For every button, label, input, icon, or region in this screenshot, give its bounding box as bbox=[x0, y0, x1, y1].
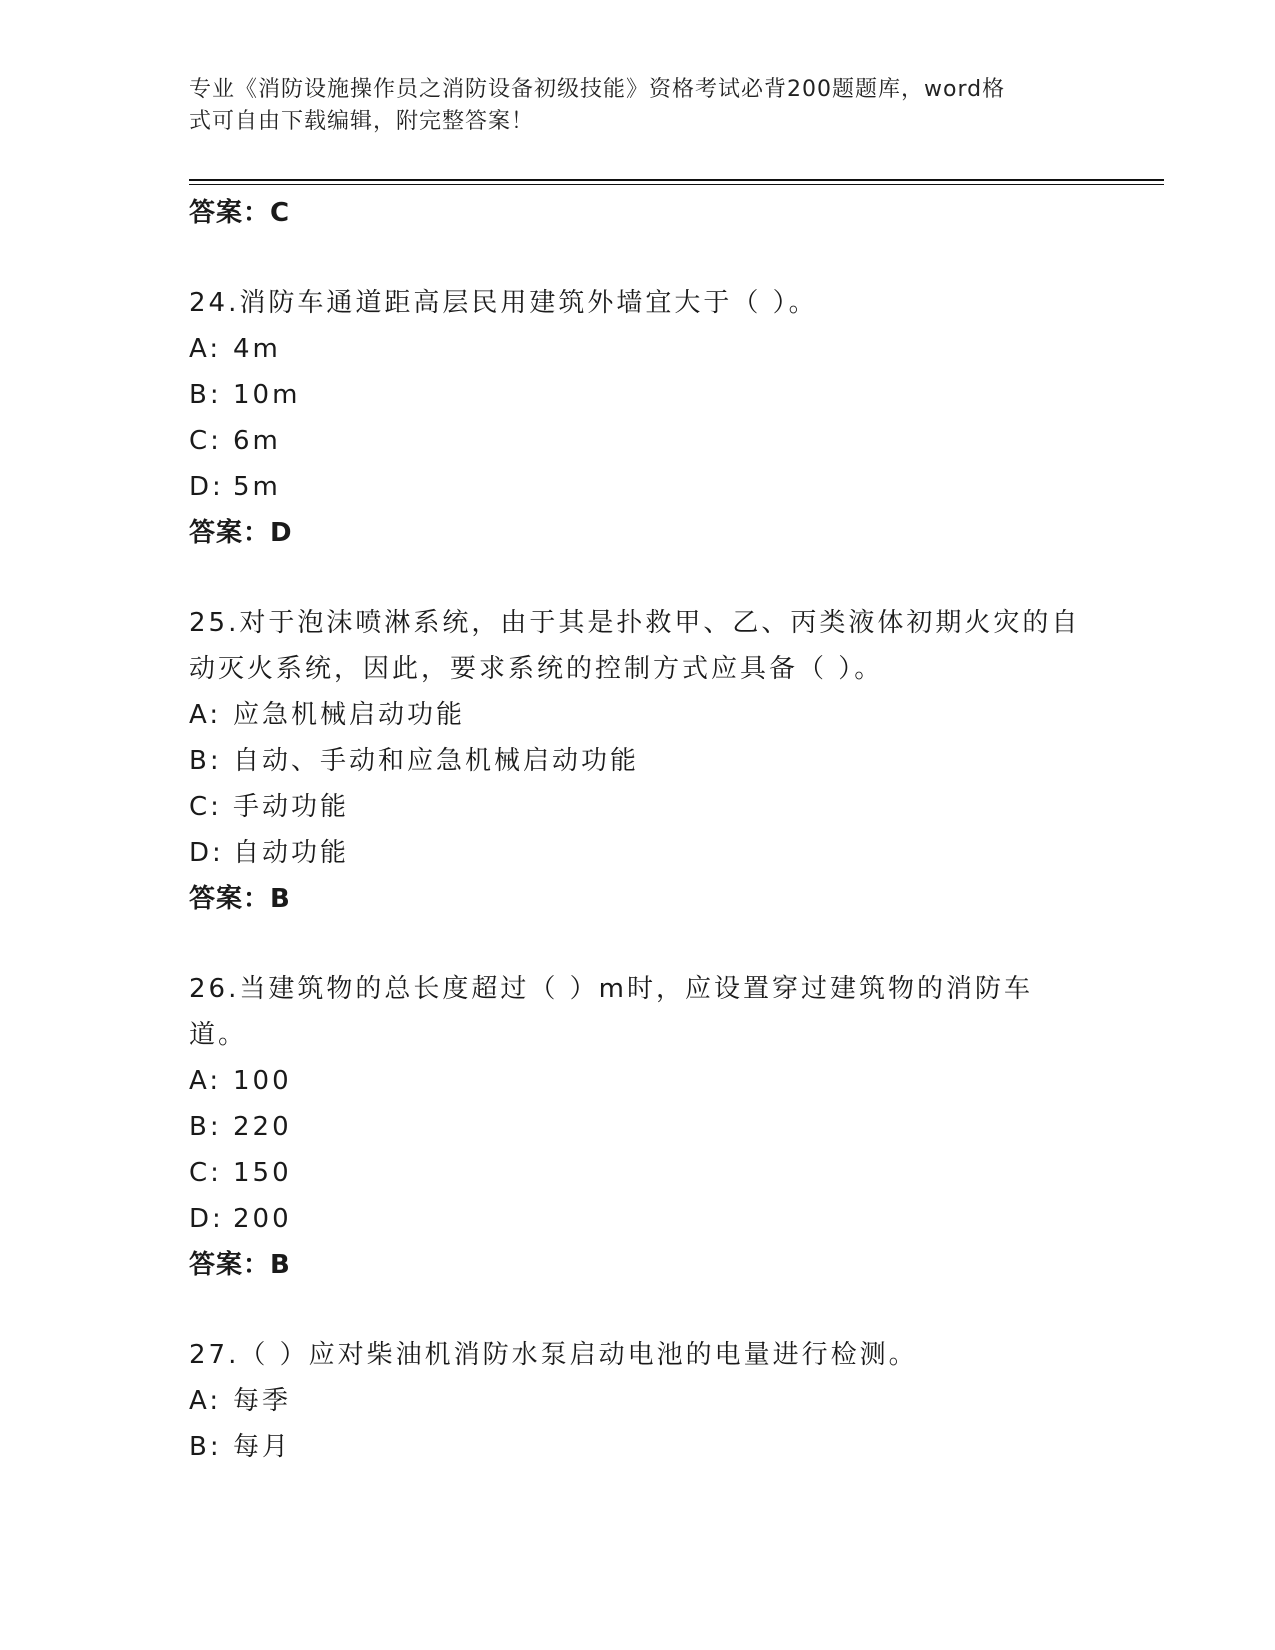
previous-answer: 答案：C bbox=[189, 198, 291, 228]
option-a bbox=[189, 1058, 1089, 1104]
option-text: 手动功能 bbox=[233, 792, 350, 822]
option-prefix: C: bbox=[189, 792, 222, 822]
option-c bbox=[189, 784, 1089, 830]
option-prefix: B: bbox=[189, 380, 222, 410]
option-c bbox=[189, 1150, 1089, 1196]
option-a bbox=[189, 692, 1089, 738]
option-text: 200 bbox=[233, 1204, 292, 1234]
option-prefix: D: bbox=[189, 472, 224, 502]
option-b bbox=[189, 738, 1089, 784]
question-text: 对于泡沫喷淋系统，由于其是扑救甲、乙、丙类液体初期火灾的自动灭火系统，因此，要求系统的控制方式应具备（ ）。 bbox=[189, 608, 1081, 684]
option-prefix: D: bbox=[189, 1204, 224, 1234]
option-text: 10m bbox=[233, 380, 301, 410]
option-text: 每季 bbox=[233, 1386, 292, 1416]
header-line-1: 专业《消防设施操作员之消防设备初级技能》资格考试必背200题题库，word格 bbox=[189, 77, 1006, 102]
option-b bbox=[189, 1104, 1089, 1150]
option-d bbox=[189, 464, 1089, 510]
option-text: 4m bbox=[233, 334, 281, 364]
option-b bbox=[189, 1424, 1089, 1470]
option-text: 5m bbox=[233, 472, 281, 502]
option-prefix: B: bbox=[189, 1112, 222, 1142]
document-header bbox=[189, 74, 1069, 138]
header-line-2: 式可自由下载编辑，附完整答案！ bbox=[189, 109, 535, 134]
option-a bbox=[189, 1378, 1089, 1424]
answer-24: 答案：D bbox=[189, 518, 293, 548]
option-text: 每月 bbox=[233, 1432, 292, 1462]
question-24 bbox=[189, 280, 1089, 326]
option-prefix: A: bbox=[189, 1066, 222, 1096]
answer-25: 答案：B bbox=[189, 884, 291, 914]
option-d bbox=[189, 1196, 1089, 1242]
option-text: 自动、手动和应急机械启动功能 bbox=[233, 746, 640, 776]
question-number: 25. bbox=[189, 608, 240, 638]
option-d bbox=[189, 830, 1089, 876]
question-list bbox=[189, 190, 1089, 1470]
option-text: 100 bbox=[233, 1066, 292, 1096]
option-b bbox=[189, 372, 1089, 418]
question-text: 当建筑物的总长度超过（ ）m时，应设置穿过建筑物的消防车道。 bbox=[189, 974, 1033, 1050]
option-prefix: B: bbox=[189, 746, 222, 776]
option-prefix: B: bbox=[189, 1432, 222, 1462]
question-text: （ ）应对柴油机消防水泵启动电池的电量进行检测。 bbox=[239, 1340, 918, 1370]
option-prefix: A: bbox=[189, 334, 222, 364]
header-rule-thick bbox=[189, 179, 1164, 181]
question-number: 27. bbox=[189, 1340, 240, 1370]
option-prefix: C: bbox=[189, 1158, 222, 1188]
header-rule-thin bbox=[189, 184, 1164, 185]
option-text: 150 bbox=[233, 1158, 292, 1188]
option-text: 6m bbox=[233, 426, 281, 456]
answer-26: 答案：B bbox=[189, 1250, 291, 1280]
option-text: 应急机械启动功能 bbox=[233, 700, 466, 730]
question-number: 24. bbox=[189, 288, 240, 318]
option-text: 自动功能 bbox=[233, 838, 350, 868]
option-prefix: A: bbox=[189, 1386, 222, 1416]
option-c bbox=[189, 418, 1089, 464]
option-text: 220 bbox=[233, 1112, 292, 1142]
option-prefix: A: bbox=[189, 700, 222, 730]
question-26 bbox=[189, 966, 1089, 1058]
option-a bbox=[189, 326, 1089, 372]
question-27 bbox=[189, 1332, 1089, 1378]
question-25 bbox=[189, 600, 1089, 692]
option-prefix: C: bbox=[189, 426, 222, 456]
question-number: 26. bbox=[189, 974, 240, 1004]
option-prefix: D: bbox=[189, 838, 224, 868]
question-text: 消防车通道距高层民用建筑外墙宜大于（ ）。 bbox=[239, 288, 818, 318]
